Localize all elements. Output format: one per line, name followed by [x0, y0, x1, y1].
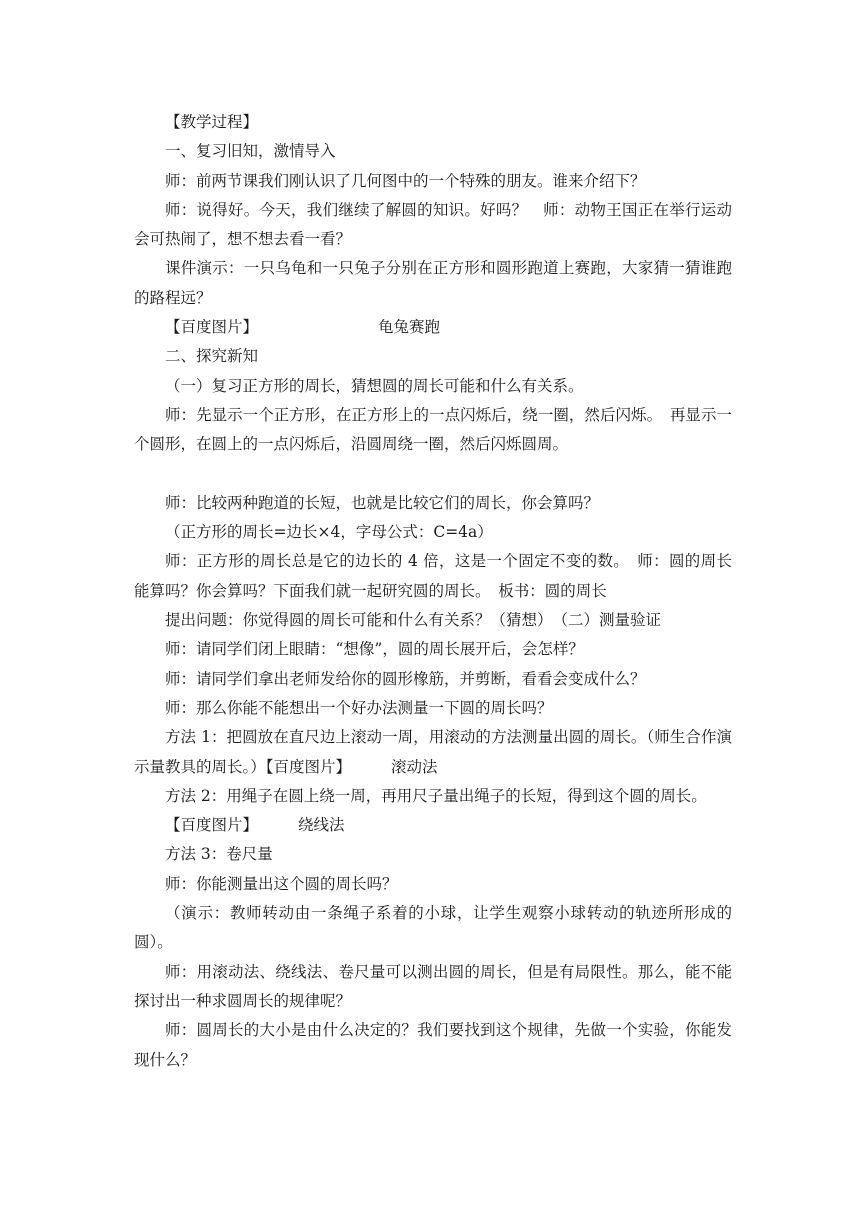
- method-2-paragraph: 方法 2：用绳子在圆上绕一周，再用尺子量出绳子的长短，得到这个圆的周长。: [165, 786, 707, 805]
- document-body: [134, 108, 732, 1075]
- subsection-title: （一）复习正方形的周长，猜想圆的周长可能和什么有关系。: [165, 376, 584, 395]
- paragraph: 师：那么你能不能想出一个好办法测量一下圆的周长吗？: [165, 698, 553, 717]
- image-caption: 绕线法: [298, 816, 345, 835]
- paragraph: 师：说得好。今天，我们继续了解圆的知识。好吗？ 师：动物王国正在举行运动会可热闹了，想不想去看一看？: [134, 200, 732, 249]
- paragraph: 师：请同学们拿出老师发给你的圆形橡筋，并剪断，看看会变成什么？: [165, 669, 646, 688]
- paragraph: 师：比较两种跑道的长短，也就是比较它们的周长，你会算吗？: [165, 493, 600, 512]
- paragraph: 课件演示：一只乌龟和一只兔子分别在正方形和圆形跑道上赛跑，大家猜一猜谁跑的路程远？: [134, 259, 732, 307]
- paragraph: 提出问题：你觉得圆的周长可能和什么有关系？（猜想） （二）测量验证: [165, 611, 662, 630]
- paragraph: 师：请同学们闭上眼睛：“想像”，圆的周长展开后，会怎样？: [165, 640, 584, 659]
- image-caption: 龟兔赛跑: [378, 318, 441, 337]
- section-title-explore: 二、探究新知: [165, 347, 259, 366]
- lesson-heading: 【教学过程】: [165, 113, 259, 131]
- formula-note: （正方形的周长=边长×4，字母公式：C=4a）: [165, 523, 493, 542]
- paragraph: 师：用滚动法、绕线法、卷尺量可以测出圆的周长，但是有局限性。那么，能不能探讨出一种求圆周长的规律呢？: [134, 962, 732, 1010]
- image-placeholder-tortoise-hare: [134, 313, 732, 342]
- paragraph: 师：正方形的周长总是它的边长的 4 倍，这是一个固定不变的数。 师：圆的周长能算吗？你会算吗？下面我们就一起研究圆的周长。 板书：圆的周长: [134, 552, 732, 600]
- paragraph: 师：先显示一个正方形，在正方形上的一点闪烁后，绕一圈，然后闪烁。 再显示一个圆形，在圆上的一点闪烁后，沿圆周绕一圈，然后闪烁圆周。: [134, 405, 732, 454]
- image-placeholder-winding: [134, 811, 732, 840]
- method-1-text: 方法 1：把圆放在直尺边上滚动一周，用滚动的方法测量出圆的周长。（师生合作演示量教具的周长。）【百度图片】: [134, 728, 732, 776]
- paragraph: 师：你能测量出这个圆的周长吗？: [165, 874, 398, 893]
- image-tag: 【百度图片】: [165, 318, 259, 337]
- blank-line: [134, 460, 732, 489]
- method-3-paragraph: 方法 3：卷尺量: [165, 845, 273, 864]
- paragraph: 师：前两节课我们刚认识了几何图中的一个特殊的朋友。谁来介绍下？: [165, 171, 646, 190]
- paragraph: （演示：教师转动由一条绳子系着的小球，让学生观察小球转动的轨迹所形成的圆）。: [134, 904, 732, 952]
- paragraph: 师：圆周长的大小是由什么决定的？我们要找到这个规律，先做一个实验，你能发现什么？: [134, 1021, 732, 1069]
- method-1-paragraph: [134, 723, 732, 782]
- image-caption: 滚动法: [391, 757, 438, 776]
- image-tag: 【百度图片】: [165, 816, 259, 835]
- section-title-review: 一、复习旧知，激情导入: [165, 142, 336, 161]
